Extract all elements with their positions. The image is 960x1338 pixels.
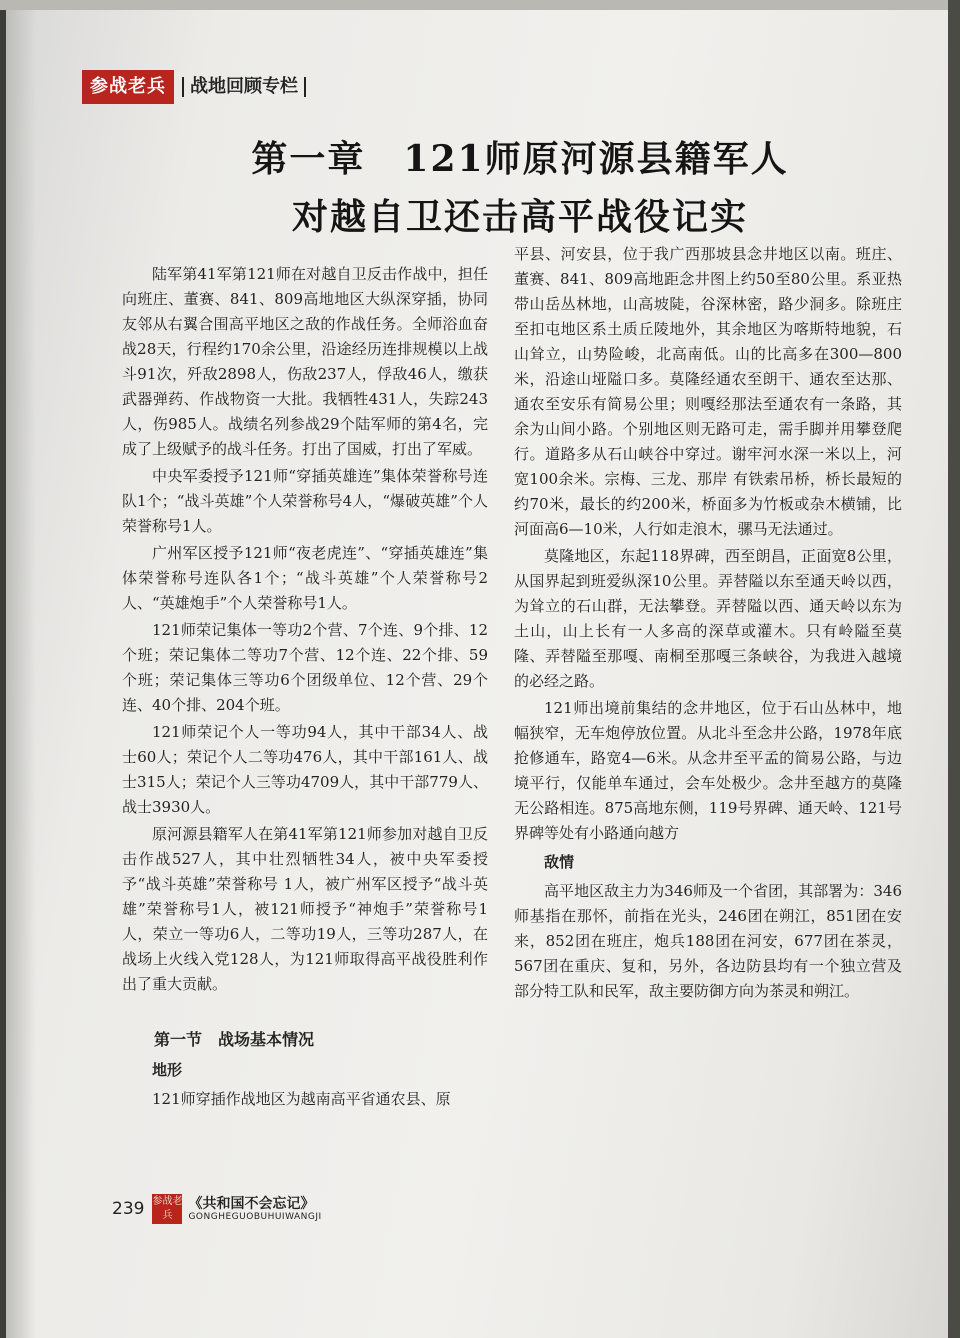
subsection-terrain: 地形 xyxy=(152,1061,183,1079)
paragraph: 原河源县籍军人在第41军第121师参加对越自卫反击作战527人，其中壮烈牺牲34人，被中央军委授予“战斗英雄”荣誉称号 1人，被广州军区授予“战斗英雄”荣誉称号1人，被121师授予“神炮手”荣誉称号1人，荣立一等功6人，二等功19人，三等功287人，在战场上火线入党128人，为121师取得高平战役胜利作出了重大贡献。 xyxy=(122,825,488,993)
paragraph: 高平地区敌主力为346师及一个省团，其部署为：346师基指在那怀，前指在光头，246团在朔江，851团在安来，852团在班庄，炮兵188团在河安，677团在茶灵，567团在重庆、复和，另外，各边防县均有一个独立营及部分特工队和民军，敌主要防御方向为茶灵和朔江。 xyxy=(514,882,902,1000)
paragraph: 莫隆地区，东起118界碑，西至朗昌，正面宽8公里，从国界起到班爱纵深10公里。弄替隘以东至通天岭以西，为耸立的石山群，无法攀登。弄替隘以西、通天岭以东为土山，山上长有一人多高的深草或灌木。只有岭隘至莫隆、弄替隘至那嘎、南桐至那嘎三条峡谷，为我进入越境的必经之路。 xyxy=(514,547,902,690)
paragraph: 121师荣记个人一等功94人，其中干部34人、战士60人；荣记个人二等功476人，其中干部161人、战士315人；荣记个人三等功4709人，其中干部779人、战士3930人。 xyxy=(122,723,488,816)
book-info xyxy=(188,1196,321,1223)
page-footer xyxy=(112,1194,322,1224)
chapter-title xyxy=(200,130,840,246)
column-tag: 参战老兵 xyxy=(82,70,174,104)
page-number: 239 xyxy=(112,1199,145,1219)
paragraph: 中央军委授予121师“穿插英雄连”集体荣誉称号连队1个；“战斗英雄”个人荣誉称号4人，“爆破英雄”个人荣誉称号1人。 xyxy=(122,467,488,535)
chapter-title-line-1: 第一章 121师原河源县籍军人 xyxy=(251,138,789,180)
paragraph: 平县、河安县，位于我广西那坡县念井地区以南。班庄、董赛、841、809高地距念井图上约50至80公里。系亚热带山岳丛林地，山高坡陡，谷深林密，路少洞多。除班庄至扣屯地区系土质丘陵地外，其余地区为喀斯特地貌，石山耸立，山势险峻，北高南低。山的比高多在300—800米，沿途山垭隘口多。莫隆经通农至朗干、通农至达那、通农至安乐有简易公里；则嘎经那法至通农有一条路，其余为山间小路。个别地区则无路可走，需手脚并用攀登爬行。道路多从石山峡谷中穿过。谢牢河水深一米以上，河宽100余米。宗梅、三龙、那岸 有铁索吊桥，桥长最短的约70米，最长的约200米，桥面多为竹板或杂木横铺，比河面高6—10米，人行如走浪木，骡马无法通过。 xyxy=(514,245,902,538)
subsection-enemy: 敌情 xyxy=(544,853,575,871)
section-title: 第一节 战场基本情况 xyxy=(154,1030,315,1049)
page-header xyxy=(82,70,306,104)
chapter-title-line-2: 对越自卫还击高平战役记实 xyxy=(291,196,748,238)
left-column xyxy=(122,262,488,1114)
paragraph: 陆军第41军第121师在对越自卫反击作战中，担任向班庄、董赛、841、809高地地区大纵深穿插，协同友邻从右翼合围高平地区之敌的作战任务。全师浴血奋战28天，行程约170余公里，沿途经历连排规模以上战斗91次，歼敌2898人，伤敌237人，俘敌46人，缴获武器弹药、作战物资一大批。我牺牲431人，失踪243人，伤985人。战绩名列参战29个陆军师的第4名，完成了上级赋予的战斗任务。打出了国威，打出了军威。 xyxy=(122,265,488,458)
paragraph: 广州军区授予121师“夜老虎连”、“穿插英雄连”集体荣誉称号连队各1个；“战斗英雄”个人荣誉称号2人、“英雄炮手”个人荣誉称号1人。 xyxy=(122,544,488,612)
book-logo: 参战老兵 xyxy=(152,1194,182,1224)
column-name: 战地回顾专栏 xyxy=(182,77,306,97)
right-column xyxy=(514,242,902,1006)
book-title: 《共和国不会忘记》 xyxy=(188,1195,315,1212)
page-shadow xyxy=(6,0,36,1338)
page-edge xyxy=(948,0,960,1338)
book-pinyin: GONGHEGUOBUHUIWANGJI xyxy=(188,1211,322,1222)
paragraph: 121师荣记集体一等功2个营、7个连、9个排、12个班；荣记集体二等功7个营、12个连、22个排、59个班；荣记集体三等功6个团级单位、12个营、29个连、40个排、204个班。 xyxy=(122,621,488,714)
top-strip xyxy=(0,0,960,10)
paragraph: 121师穿插作战地区为越南高平省通农县、原 xyxy=(152,1090,451,1108)
paragraph: 121师出境前集结的念井地区，位于石山丛林中，地幅狭窄，无车炮停放位置。从北斗至念井公路，1978年底抢修通车，路宽4—6米。从念井至平孟的简易公路，与边境平行，仅能单车通过，会车处极少。念井至越方的莫隆无公路相连。875高地东侧，119号界碑、通天岭、121号界碑等处有小路通向越方 xyxy=(514,699,902,842)
